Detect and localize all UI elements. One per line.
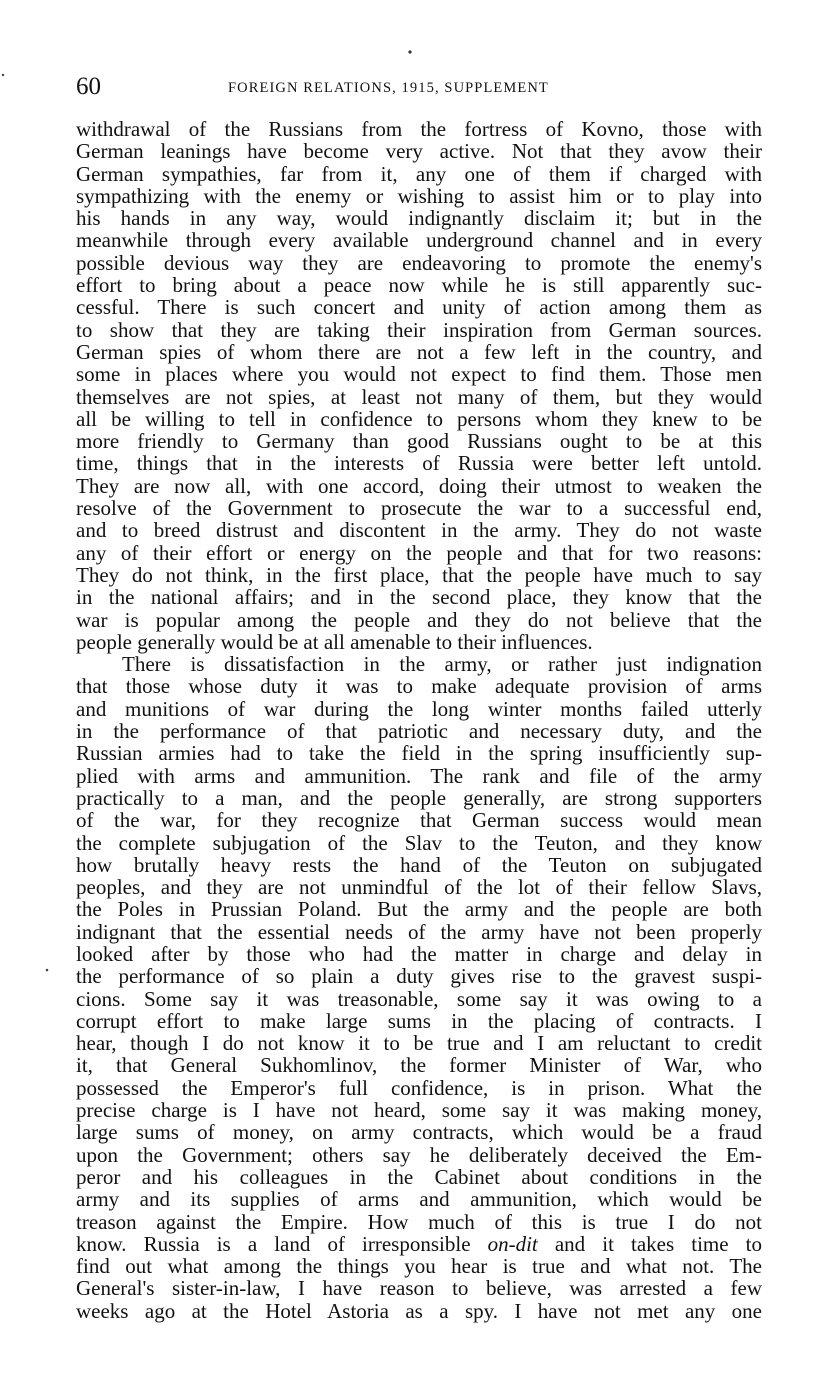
text-line: upon the Government; others say he deliberately deceived the Em- <box>76 1142 762 1167</box>
scan-speck <box>2 74 4 76</box>
text-line <box>76 1233 762 1255</box>
running-head <box>76 72 762 104</box>
text-line: indignant that the essential needs of the army have not been properly <box>76 919 762 944</box>
text-line: war is popular among the people and they do not believe that the <box>76 607 762 632</box>
text-line: possessed the Emperor's full confidence, is in prison. What the <box>76 1075 762 1100</box>
text-line: how brutally heavy rests the hand of the Teuton on subjugated <box>76 852 762 877</box>
text-line: people generally would be at all amenable to their influences. <box>76 629 593 654</box>
text-line: that those whose duty it was to make adequate provision of arms <box>76 674 762 699</box>
text-line: peoples, and they are not unmindful of the lot of their fellow Slavs, <box>76 875 762 900</box>
scan-speck <box>408 50 411 53</box>
text-line: German leanings have become very active. Not that they avow their <box>76 139 762 164</box>
text-line: his hands in any way, would indignantly disclaim it; but in the <box>76 206 762 231</box>
text-line: cions. Some say it was treasonable, some say it was owing to a <box>76 986 762 1011</box>
text-line: and munitions of war during the long winter months failed utterly <box>76 696 762 721</box>
text-line: treason against the Empire. How much of this is true I do not <box>76 1209 762 1234</box>
text-line: They are now all, with one accord, doing their utmost to weaken the <box>76 473 762 498</box>
text-line: in the national affairs; and in the second place, they know that the <box>76 585 762 610</box>
text-line: hear, though I do not know it to be true and I am reluctant to credit <box>76 1031 762 1056</box>
text-line: plied with arms and ammunition. The rank and file of the army <box>76 763 762 788</box>
text-line: weeks ago at the Hotel Astoria as a spy. I have not met any one <box>76 1298 762 1323</box>
text-line: any of their effort or energy on the people and that for two reasons: <box>76 540 762 565</box>
text-line: of the war, for they recognize that German success would mean <box>76 808 762 833</box>
text-line: meanwhile through every available underground channel and in every <box>76 228 762 253</box>
text-line: the Poles in Prussian Poland. But the army and the people are both <box>76 897 762 922</box>
text-line: resolve of the Government to prosecute the war to a successful end, <box>76 496 762 521</box>
text-line: German sympathies, far from it, any one of them if charged with <box>76 161 762 186</box>
text-line: General's sister-in-law, I have reason to believe, was arrested a few <box>76 1276 762 1301</box>
text-line: and to breed distrust and discontent in the army. They do not waste <box>76 518 762 543</box>
text-line: German spies of whom there are not a few left in the country, and <box>76 339 762 364</box>
text-line: withdrawal of the Russians from the fortress of Kovno, those with <box>76 117 762 141</box>
text-line: Russian armies had to take the field in the spring insufficiently sup- <box>76 741 762 766</box>
text-line: more friendly to Germany than good Russians ought to be at this <box>76 429 762 454</box>
text-line: large sums of money, on army contracts, which would be a fraud <box>76 1120 762 1145</box>
paragraph-2 <box>76 653 762 1322</box>
text-line: corrupt effort to make large sums in the placing of contracts. I <box>76 1008 762 1033</box>
text-line: it, that General Sukhomlinov, the former Minister of War, who <box>76 1053 762 1078</box>
italic-phrase: on-dit <box>487 1231 538 1256</box>
page-number: 60 <box>76 73 101 100</box>
text-line: sympathizing with the enemy or wishing to assist him or to play into <box>76 183 762 208</box>
paragraph-1 <box>76 118 762 653</box>
text-line: There is dissatisfaction in the army, or rather just indignation <box>122 652 762 677</box>
text-line: the performance of so plain a duty gives rise to the gravest suspi- <box>76 964 762 989</box>
text-line: find out what among the things you hear is true and what not. The <box>76 1254 762 1279</box>
text-line: in the performance of that patriotic and necessary duty, and the <box>76 719 762 744</box>
text-line: time, things that in the interests of Russia were better left untold. <box>76 451 762 476</box>
text-line: themselves are not spies, at least not many of them, but they would <box>76 384 762 409</box>
text-line: They do not think, in the first place, that the people have much to say <box>76 562 762 587</box>
running-title: FOREIGN RELATIONS, 1915, SUPPLEMENT <box>228 80 549 96</box>
text-line: effort to bring about a peace now while he is still apparently suc- <box>76 273 762 298</box>
text-line: the complete subjugation of the Slav to the Teuton, and they know <box>76 830 762 855</box>
text-line: precise charge is I have not heard, some say it was making money, <box>76 1098 762 1123</box>
text-line: possible devious way they are endeavoring to promote the enemy's <box>76 250 762 275</box>
scan-speck <box>46 969 49 972</box>
body-text <box>76 118 762 1322</box>
text-line: all be willing to tell in confidence to persons whom they knew to be <box>76 406 762 431</box>
text-line: cessful. There is such concert and unity of action among them as <box>76 295 762 320</box>
text-run: and it takes time to <box>537 1231 763 1256</box>
text-line: some in places where you would not expect to find them. Those men <box>76 362 762 387</box>
text-line: practically to a man, and the people generally, are strong supporters <box>76 785 762 810</box>
text-line: army and its supplies of arms and ammunition, which would be <box>76 1187 762 1212</box>
text-run: know. Russia is a land of irresponsible <box>76 1231 488 1256</box>
text-line: to show that they are taking their inspiration from German sources. <box>76 317 762 342</box>
text-line: peror and his colleagues in the Cabinet about conditions in the <box>76 1164 762 1189</box>
text-line: looked after by those who had the matter in charge and delay in <box>76 941 762 966</box>
